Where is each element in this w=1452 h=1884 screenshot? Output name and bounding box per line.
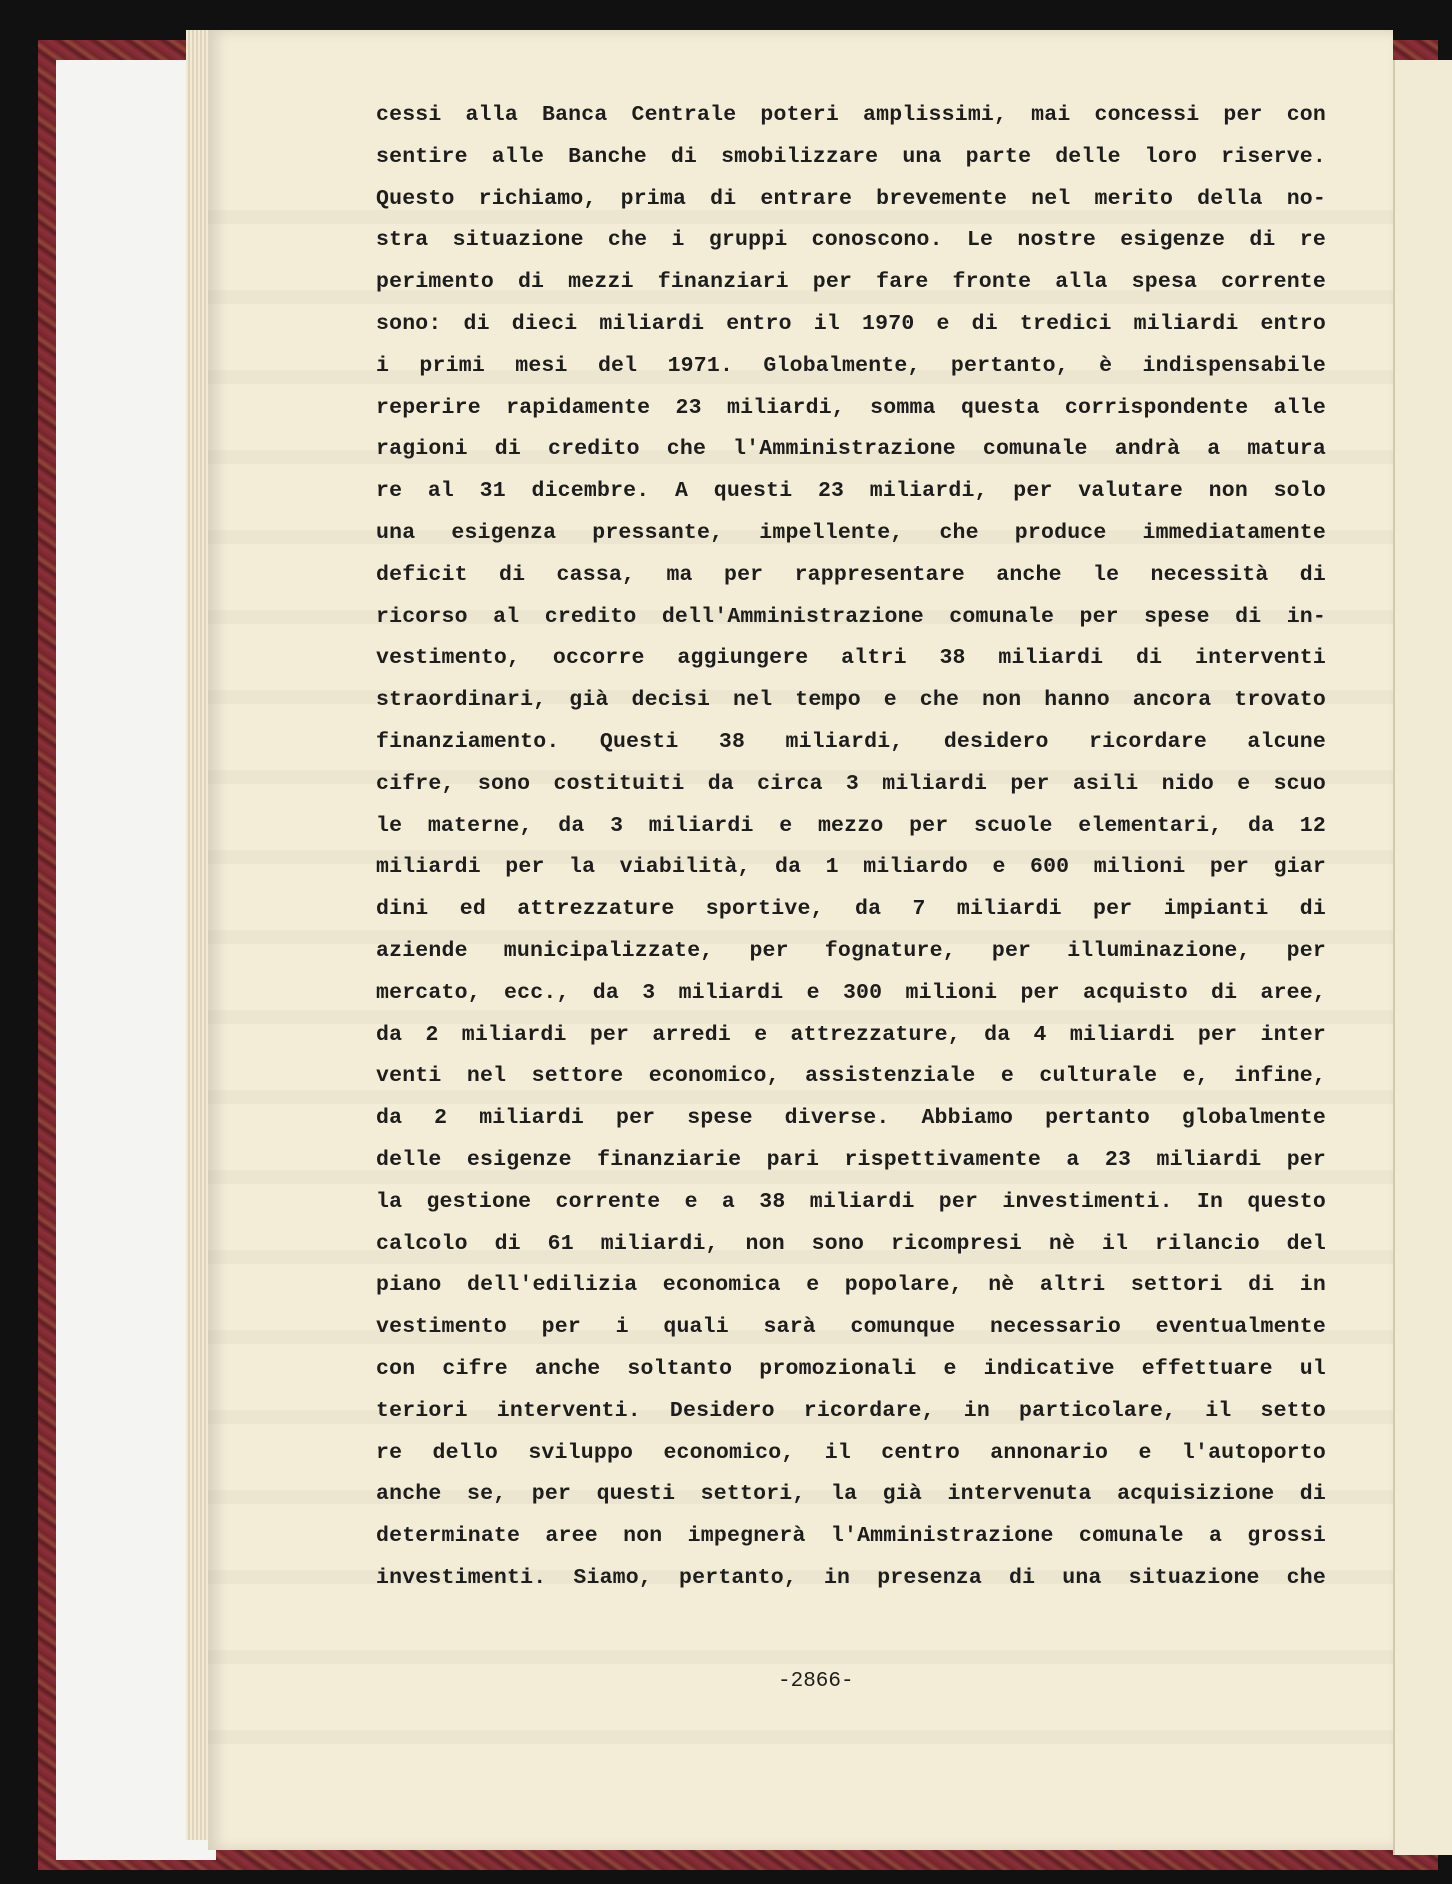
text-line: da 2 miliardi per arredi e attrezzature, da 4 miliardi per inter <box>376 1022 1326 1047</box>
text-line: con cifre anche soltanto promozionali e indicative effettuare ul <box>376 1356 1326 1381</box>
text-line: teriori interventi. Desidero ricordare, in particolare, il setto <box>376 1398 1326 1423</box>
text-line: vestimento, occorre aggiungere altri 38 miliardi di interventi <box>376 646 1326 671</box>
text-line: venti nel settore economico, assistenziale e culturale e, infine, <box>376 1064 1326 1089</box>
text-line: ragioni di credito che l'Amministrazione comunale andrà a matura <box>376 437 1326 462</box>
text-line: una esigenza pressante, impellente, che produce immediatamente <box>376 520 1326 545</box>
text-line: investimenti. Siamo, pertanto, in presenza di una situazione che <box>376 1565 1326 1590</box>
text-line: reperire rapidamente 23 miliardi, somma questa corrispondente alle <box>376 395 1326 420</box>
text-line: da 2 miliardi per spese diverse. Abbiamo pertanto globalmente <box>376 1106 1326 1131</box>
text-line: Questo richiamo, prima di entrare brevemente nel merito della no- <box>376 186 1326 211</box>
text-line: piano dell'edilizia economica e popolare, nè altri settori di in <box>376 1273 1326 1298</box>
text-line: finanziamento. Questi 38 miliardi, desidero ricordare alcune <box>376 729 1326 754</box>
text-line: ricorso al credito dell'Amministrazione comunale per spese di in- <box>376 604 1326 629</box>
text-line: re dello sviluppo economico, il centro annonario e l'autoporto <box>376 1440 1326 1465</box>
text-line: perimento di mezzi finanziari per fare fronte alla spesa corrente <box>376 270 1326 295</box>
text-line: i primi mesi del 1971. Globalmente, pertanto, è indispensabile <box>376 353 1326 378</box>
typewritten-text <box>376 95 1326 1600</box>
text-line: determinate aree non impegnerà l'Amministrazione comunale a grossi <box>376 1524 1326 1549</box>
text-line: anche se, per questi settori, la già intervenuta acquisizione di <box>376 1482 1326 1507</box>
text-line: delle esigenze finanziarie pari rispettivamente a 23 miliardi per <box>376 1147 1326 1172</box>
text-line: stra situazione che i gruppi conoscono. Le nostre esigenze di re <box>376 228 1326 253</box>
text-line: cessi alla Banca Centrale poteri amplissimi, mai concessi per con <box>376 103 1326 127</box>
text-line: re al 31 dicembre. A questi 23 miliardi, per valutare non solo <box>376 479 1326 504</box>
document-page <box>208 30 1393 1850</box>
text-line: straordinari, già decisi nel tempo e che non hanno ancora trovato <box>376 688 1326 713</box>
text-line: miliardi per la viabilità, da 1 miliardo e 600 milioni per giar <box>376 855 1326 880</box>
text-line: mercato, ecc., da 3 miliardi e 300 milioni per acquisto di aree, <box>376 980 1326 1005</box>
text-line: dini ed attrezzature sportive, da 7 miliardi per impianti di <box>376 897 1326 922</box>
adjacent-page-edge <box>1393 60 1452 1855</box>
text-line: le materne, da 3 miliardi e mezzo per scuole elementari, da 12 <box>376 813 1326 838</box>
page-number: -2866- <box>778 1670 854 1693</box>
text-line: cifre, sono costituiti da circa 3 miliardi per asili nido e scuo <box>376 771 1326 796</box>
text-line: sentire alle Banche di smobilizzare una parte delle loro riserve. <box>376 144 1326 169</box>
text-line: aziende municipalizzate, per fognature, per illuminazione, per <box>376 938 1326 963</box>
text-line: calcolo di 61 miliardi, non sono ricompresi nè il rilancio del <box>376 1231 1326 1256</box>
text-line: vestimento per i quali sarà comunque necessario eventualmente <box>376 1315 1326 1340</box>
text-line: sono: di dieci miliardi entro il 1970 e di tredici miliardi entro <box>376 311 1326 336</box>
text-line: la gestione corrente e a 38 miliardi per investimenti. In questo <box>376 1189 1326 1214</box>
text-line: deficit di cassa, ma per rappresentare anche le necessità di <box>376 562 1326 587</box>
